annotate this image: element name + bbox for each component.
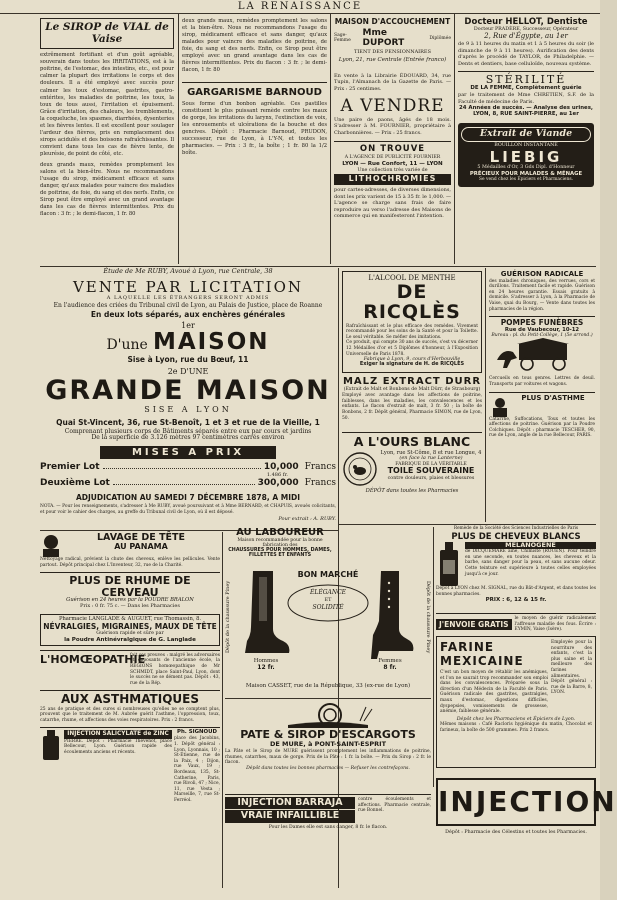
boots-illustration-panel: [225, 553, 431, 681]
cheveux-top: Remède de la Société des Sciences Industrielles de Paris: [453, 526, 579, 531]
farine-body-2: Employée pour la nourriture des enfants, c'est la plus saine et la meilleure des farines alimentaires. Dépôt général : rue de la Barre, 8, LYON.: [551, 640, 592, 696]
toile-depot: DÉPÔT dans toutes les Pharmacies: [365, 487, 459, 494]
mure-depot: Dépôt dans toutes les bonnes pharmacies — Refuser les contrefaçons.: [246, 766, 410, 772]
escargots-title: PATE & SIROP D'ESCARGOTS: [240, 728, 416, 741]
liebig-precious: PRÉCIEUX POUR MALADES & MÉNAGE: [469, 170, 583, 177]
signoud-body: place des Jacobins, 1. Dépôt général : Lyon, Lyonnais, 10 ; St-Étienne, rue de la Paix, 4 ; Dijon, rue Vaux, 19 ; Bordeaux, 135, St-Catherine, Paris, rue Rivoli, 47 ; Nice, 11, rue Vesta ; Marseille, 7, rue St-Ferréol.: [174, 736, 220, 803]
ours-blanc-ad: [342, 432, 482, 522]
poudre-line: la Poudre Antinévralgique de G. Langlade: [64, 636, 196, 643]
envoie-body: le moyen de guérir radicalement l'affreuse maladie des fous. Écrire : EYMIN, Vaise (Isère).: [514, 616, 596, 633]
nevralgies-title: NÉVRALGIES, MIGRAINES, MAUX DE TÊTE: [43, 622, 217, 632]
lot-1-label: Premier Lot: [40, 462, 100, 473]
accouchement-line-2: Lyon, 21, rue Centrale (Entrée franco): [338, 56, 447, 63]
accouchement-line-1: TIENT DES PENSIONNAIRES: [354, 49, 431, 56]
barraja-ad: [225, 794, 431, 842]
barraja-side: contre écoulements et affections. Pharmacie centrale, rue Bonnel.: [358, 797, 431, 814]
liebig-medals: 5 Médailles d'Or, 3 Gds Dipl. d'Honneur: [477, 165, 575, 171]
melanogene-bottle-icon: [436, 542, 462, 586]
escargots-ad: [225, 701, 431, 791]
liebig-subtitle: BOUILLON INSTANTANÉ: [494, 142, 558, 148]
laboureur-list: CHAUSSURES POUR HOMMES, DAMES, FILLETTES ET ENFANTS: [228, 548, 332, 559]
lot-1-number: 1er: [181, 320, 195, 330]
ours-fabrique: FABRIQUE DE LA VÉRITABLE: [395, 461, 467, 467]
column-rule: [485, 268, 486, 522]
liebig-logo: LIEBIG: [489, 147, 563, 166]
rhume-sub: Guérison en 24 heures par la POUDRE BRALON: [66, 597, 194, 604]
lot-2-currency: Francs: [304, 478, 336, 489]
column-rule: [330, 14, 331, 264]
accouchement-right: Diplômée: [429, 35, 451, 41]
pompes-sub: Rue de Vaubecour, 10-12: [504, 326, 580, 333]
melanogene-ad: [436, 527, 596, 611]
accouchement-name: Mme DUPORT: [362, 28, 405, 49]
injection-salicylate-body: PIERRE. Dépôt : Pharmacie Thévenot, place Bellecour, Lyon. Guérison rapide des écoulements anciens et récents.: [64, 738, 172, 755]
column-rule: [433, 527, 434, 787]
section-rule: [338, 524, 596, 525]
sise-label: SISE A LYON: [144, 404, 232, 414]
farine-title: FARINE MEXICAINE: [440, 640, 524, 668]
accouchement-left: Sage-Femme: [334, 33, 351, 44]
homeo-title: L'HOMŒOPATHIE: [40, 652, 146, 666]
grande-maison-address: Quai St-Vincent, 36, rue St-Benoît, 1 et 3 et rue de la Vieille, 1: [56, 417, 320, 427]
mure-line: DE MURE, à PONT-SAINT-ESPRIT: [269, 740, 387, 749]
etude-line: Étude de Me RUBY, Avoué à Lyon, rue Centrale, 38: [103, 267, 273, 275]
lot-2-label: Deuxième Lot: [40, 478, 110, 489]
melanogene-body: de DICQUEMARE aîné, Chimiste (ROUEN). Pour teindre en une seconde, en toutes nuances, les cheveux et la barbe, sans danger pour la peau, et sans aucune odeur. Cette teinture est supérieure à toutes celles employées jusqu'à ce jour.: [465, 549, 596, 577]
hellot-title: Docteur HELLOT, Dentiste: [464, 17, 588, 27]
sterilite-body: par le traitement de Mme CHRETIEN, S.F. de la Faculté de médecine de Paris.: [458, 92, 594, 105]
hellot-line-1: Docteur PRADÈRE, Successeur, Opérateur: [473, 27, 579, 33]
column-two-body: deux grands maux, remèdes promptement les salons et la bien-être. Nous ne recommandons l'usage du sirop, médicament efficace et sans danger, qu'aux malades pour vaincre des maladies de poitrine, de foie, du sang et des nerfs. Enfin, ce Sirop peut être employé avec un grand avantage dans les cas de fièvres intermittentes. Prix du flacon : 3 fr. ; le demi-flacon, 1 fr. 80: [182, 18, 327, 73]
mises-a-prix-banner: MISES A PRIX: [100, 446, 276, 459]
toile-title: TOILE SOUVERAINE: [387, 466, 475, 476]
malz-ad: [342, 376, 482, 430]
column-two: [182, 18, 327, 264]
maison-label: MAISON: [152, 328, 270, 355]
injection-bottle-icon: [40, 730, 62, 760]
rhume-prix: Prix : 0 fr. 75 c. — Dans les Pharmacies: [80, 603, 180, 609]
injection-ad: [436, 772, 617, 888]
barraja-infaillible: VRAIE INFAILLIBLE: [225, 810, 355, 822]
trouve-title: ON TROUVE: [334, 141, 451, 154]
signoud-title: Ph. SIGNOUD: [177, 729, 217, 736]
pompes-body: Cercueils en tous genres. Lettres de deuil. Transports par voitures et wagons.: [489, 376, 595, 387]
laboureur-left-caption: Dépôt de la chaussure Piney: [225, 580, 231, 654]
superficie-line: De la superficie de 3.126 mètres 97 centimètres carrés environ: [91, 434, 285, 442]
gargarisme-title: GARGARISME BARNOUD: [182, 82, 327, 98]
ricqles-title: DE RICQLÈS: [363, 280, 461, 323]
laboureur-sub: Maison recommandée pour la bonne fabrication des: [237, 538, 323, 549]
asthme-title: PLUS D'ASTHME: [521, 393, 585, 402]
homeo-body: fait ses preuves : malgré les adversaires et opposants de l'ancienne école, la RÉGIONS homœopathique de Mr SCHMIDT, place Saint-Paul, Lyon, dont le succès ne se dément pas. Dépôt : 43, rue de la Rép.: [130, 652, 220, 686]
lot-1-value: 10,000: [263, 462, 299, 473]
lot-2-value: 300,000: [257, 478, 299, 489]
pour-extrait: Pour extrait : A. RUBY.: [278, 515, 336, 522]
licitation-notice: [40, 268, 336, 532]
solidite-label: SOLIDITÉ: [312, 604, 344, 611]
panama-title: AU PANAMA: [114, 542, 168, 552]
sterilite-title: STÉRILITÉ: [458, 71, 594, 86]
ours-address: Lyon, rue St-Côme, 8 et rue Longue, 4: [380, 449, 482, 456]
masthead: LA RENAISSANCE: [0, 0, 600, 14]
hommes-price: 12 fr.: [257, 664, 275, 671]
column-rule: [178, 14, 179, 264]
vendre-title: A VENDRE: [340, 96, 445, 117]
trouve-address: LYON — Rue Confort, 11 — LYON: [342, 160, 443, 167]
ricqles-fabrique: Fabrique à Lyon, 9, cours d'Herbouville: [363, 357, 461, 363]
leader-dots: [113, 484, 255, 485]
malz-body: Employé avec avantage dans les affections de poitrine, faiblesses, dans les maladies, les convalescences et les enfants. Le flacon d'extrait de malt, 3 fr. 50 ; la boîte de Bonbons, 2 fr. Dépôt général, Pharmacie SIMON, rue de Lyon, 50.: [342, 393, 482, 421]
femmes-price: 8 fr.: [383, 664, 397, 671]
laboureur-title: AU LABOUREUR: [236, 527, 324, 538]
accouchement-title: MAISON D'ACCOUCHEMENT: [334, 17, 451, 26]
asthma-portrait-icon: [489, 395, 511, 417]
ours-paren: (en face la rue Lanterne): [399, 455, 463, 462]
grande-maison-label: GRANDE MAISON: [45, 374, 331, 406]
mure-body: La Pâte et le Sirop de MURE guérissent promptement les inflammations de poitrine, rhumes, catarrhes, maux de gorge. Prix de la Pâte : 1 fr. la boîte. — Prix du Sirop : 2 fr. le flacon.: [225, 749, 431, 766]
liebig-extrait-title: Extrait de Viande: [461, 127, 591, 141]
bon-marche-label: BON MARCHÉ: [297, 570, 359, 579]
melanogene-title: MÉLANOGÈNE: [465, 542, 596, 549]
barraja-bottom: Pour les Dames elle est sans danger, 8 fr. le flacon.: [268, 824, 388, 830]
nevralgies-sub: Guérison rapide et sûre par: [96, 631, 164, 637]
snail-icon: [268, 701, 388, 729]
liebig-ad: [458, 123, 594, 187]
ours-blanc-seal-icon: [342, 451, 378, 487]
hellot-body: de 9 à 11 heures du matin et 1 à 5 heures du soir (le dimanche de 9 à 11 heures). Aurification des dents d'après le procédé de TAYLOR, de Philadelphie. — Dents et dentiers, base celluloïde, nouveau système.: [458, 41, 594, 67]
lot-2-price-row: [40, 478, 336, 488]
sterilite-address: LYON, 8, RUE SAINT-PIERRE, au 1er: [473, 111, 579, 118]
hellot-line-2: 2, Rue d'Égypte, au 1er: [484, 31, 568, 40]
envoie-title: J'ENVOIE GRATIS: [436, 619, 512, 630]
ricqles-awards: Ce produit, qui compte 30 ans de succès, s'est vu décerner 12 Médailles d'or et 5 Diplômes d'honneur, à l'Exposition Universelle de Paris 1878.: [346, 340, 478, 357]
column-rule: [454, 14, 455, 264]
guerison-title: GUÉRISON RADICALE: [500, 270, 584, 278]
envoie-gratis-ad: [436, 613, 596, 633]
lavage-title: LAVAGE DE TÊTE: [96, 532, 186, 543]
sirop-body: extrêmement fortifiant et d'un goût agréable, souverain dans toutes les IRRITATIONS, est à la poitrine, de l'estomac, des intestins, etc., est pour calmer la plupart des irritations le corps et des douleurs. Il a été employé avec succès pour calmer les toux d'estomac, gastrites, gastro-entérites, les maladies de poitrine, les toux, la toux de tous aussi, l'irritation et épuisement. Grâce d'irritation, des chaleurs, les tremblements, la coqueluche, les spasmes, diarrhées, dysenteries et les fièvres lentes. Il est excellent pour soulager l'ardeur des fièvres, pris en remplacement des sirops acidulés et des boissons rafraîchissantes. Il convient dans tous les cas de fièvre lente, de pleurésie, de point de côté, etc.: [40, 52, 174, 158]
vendre-body: Une paire de paons, âgés de 18 mois. S'adresser à M. FOURNIER, propriétaire à Charbonnières. — Prix : 25 francs.: [334, 116, 451, 136]
cheveux-title: PLUS DE CHEVEUX BLANCS: [451, 531, 581, 542]
column-three: [334, 18, 451, 264]
column-four-top: [458, 18, 594, 268]
lot-1-price-row: [40, 462, 336, 472]
adjudication-line: ADJUDICATION AU SAMEDI 7 DÉCEMBRE 1878, A MIDI: [75, 493, 301, 503]
pompes-bureau: Bureau : pl. du Petit-Collège, 1 (5e arrond.): [491, 333, 593, 339]
asthma-body: 25 ans de pratique et des cures si nombreuses qu'elles ne se comptent plus, prouvent que le traitement de M. Aubrée guérit l'asthme, l'oppression, toux, catarrhe, rhume, et affections des voies respiratoires. Prix : 2 francs.: [40, 706, 220, 723]
sirop-title: Le SIROP de VIAL de Vaise: [40, 18, 174, 49]
toile-body: contre douleurs, plaies et blessures: [387, 475, 475, 481]
farine-depot: Dépôt chez les Pharmaciens et Épiciers de Lyon.: [456, 716, 576, 722]
elegance-label: ÉLÉGANCE: [309, 589, 347, 596]
malz-sub: (Extrait de Malt et Bonbons de Malt Dürr, de Strasbourg): [343, 387, 481, 392]
laboureur-address-line: [225, 683, 431, 697]
man-boot-icon: [239, 571, 291, 661]
lot-1-currency: Francs: [304, 462, 336, 473]
asthma-title: AUX ASTHMATIQUES: [40, 690, 220, 706]
lithochromies-banner: LITHOCHROMIES: [334, 174, 451, 185]
injection-depot: Dépôt : Pharmacie des Célestins et toutes les Pharmacies.: [445, 830, 587, 835]
malz-title: MALZ EXTRACT DURR: [342, 376, 482, 387]
melanogene-depot: Dépôt à LYON chez M. SIGNAL, rue du Bât-d'Argent, et dans toutes les bonnes pharmacies.: [436, 586, 596, 597]
liebig-sold: Se vend chez les Épiciers et Pharmaciens.: [479, 177, 573, 183]
licitation-line-1: En l'audience des criées du Tribunal civil de Lyon, au Palais de Justice, place de Roanne: [53, 302, 323, 310]
lower-left-column: [40, 533, 220, 891]
injection-salicylate-title: INJECTION SALICYLATE de ZINC: [64, 730, 172, 738]
woman-boot-icon: [365, 571, 417, 661]
trouve-line: Une collection très variée de: [357, 168, 428, 174]
rhume-title: PLUS DE RHUME DE CERVEAU: [40, 572, 220, 598]
almanach-notice: En vente à la Librairie ÉDOUARD, 34, rue Tupin, l'Almanach de la Gazette de Paris. — Prix : 25 centimes.: [334, 72, 451, 92]
farine-mexicaine-ad: [436, 636, 596, 768]
farine-vente: Mêmes maisons : Café Racloris hygiénique du matin, Chocolat et farineux, la boîte de 500 grammes. Prix 2 francs.: [440, 722, 592, 733]
lavage-body: Nettoyage radical, prévient la chute des cheveux, enlève les pellicules. Vente partout. Dépôt principal chez L'Inventeur, 32, rue de la Charité.: [40, 557, 220, 568]
lot-1-extra: 1.486 fr.: [266, 472, 288, 479]
section-rule: [225, 698, 431, 699]
head-portrait-icon: [40, 533, 62, 557]
comprenant-line: Comprenant plusieurs corps de Bâtiments séparés entre eux par cours et jardins: [64, 427, 312, 435]
gargarisme-body: Sous forme d'un bonbon agréable. Ces pastilles constituent le plus puissant remède contre les maux de gorge, les irritations du larynx, l'extinction de voix, les enrouements et ulcérations de la bouche et des gencives. Dépôt : Pharmacie Barnoud, PRUDON, successeur, rue de Lyon, à L'Y-N, et toutes les pharmacies. — Prix : 3 fr., la boîte ; 1 fr. 80 la 1/2 boîte.: [182, 101, 327, 156]
ricqles-top: L'ALCOOL DE MENTHE: [368, 274, 456, 282]
sterilite-years: 24 Années de succès. — Analyse des urines,: [459, 105, 593, 112]
ricqles-exiger: Exiger la signature de H. de RICQLÈS: [359, 361, 465, 368]
guerison-body: des maladies chroniques, des verrues, cors et durillons. Traitement facile et rapide. Guérison en 24 heures garantie. Essais gratuits à domicile. S'adresser à Lyon, à la Pharmacie de Vaise, quai du Bourg, — Vente dans toutes les pharmacies de la région.: [489, 278, 595, 312]
et-label: ET: [324, 597, 332, 603]
ours-title: A L'OURS BLANC: [353, 434, 471, 449]
leader-dots: [103, 468, 261, 469]
injection-title: INJECTION: [436, 778, 596, 826]
hearse-icon: [489, 338, 595, 372]
column-rule: [222, 532, 223, 888]
trouve-sub: A L'AGENCE DE PUBLICITÉ FOURNIER: [344, 154, 441, 160]
maison-address: Sise à Lyon, rue du Bœuf, 11: [127, 354, 249, 364]
right-column: [489, 271, 595, 521]
sirop-body-2: deux grands maux, remèdes promptement les salons et la bien-être. Nous ne recommandons l'usage du sirop, médicament efficace et sans danger, qu'aux malades pour vaincre des maladies de poitrine, de foie, du sang et des nerfs. Enfin, ce Sirop peut être employé avec un grand avantage dans les cas de fièvres intermittentes. Prix du flacon : 3 fr. ; le demi-flacon, 1 fr. 80: [40, 161, 174, 218]
melanogene-price: PRIX : 6, 12 & 15 fr.: [485, 597, 547, 604]
langlade-ad: [40, 614, 220, 646]
langlade-line: Pharmacie LANGLADE & AUGUET, rue Thomassin, 8.: [58, 615, 202, 622]
ricqles-ad: [342, 271, 482, 373]
pompes-title: POMPES FUNÈBRES: [489, 316, 595, 327]
ricqles-body: Rafraîchissant et le plus efficace des remèdes. Vivement recommandé pour les soins de la Santé et pour la Toilette. Le seul véritable. Se méfier des imitations.: [346, 323, 478, 340]
sirop-vial-ad: [40, 18, 174, 264]
laboureur-right-caption: Dépôt de la chaussure Piney: [425, 580, 431, 654]
lot-2-number: 2e D'UNE: [167, 367, 209, 377]
femmes-label: Femmes: [378, 658, 402, 664]
barraja-title: INJECTION BARRAJA: [225, 797, 355, 809]
nota-text: NOTA. — Pour les renseignements, s'adresser à Me RUBY, avoué poursuivant et à Mme BERNARD, et CHAPUIS, avoués colicitants, et pour voir le cahier des charges, au greffe du Tribunal civil de Lyon, où il est déposé.: [40, 504, 336, 515]
licitation-line-2: En deux lots séparés, aux enchères générales: [90, 309, 286, 319]
farine-body: C'est un bon moyen de rétablir les anémiques, et l'on ne saurait trop recommander son emploi dans les convalescences. Préparée sous la direction d'un Médecin de la Faculté de Paris. Guérison radicale des gastrites, gastralgies, maux d'estomac, digestions difficiles, dyspepsies, vomissements de grossesse, anémie, faiblesse générale.: [440, 670, 548, 715]
dune-label: D'une: [106, 336, 148, 353]
laboureur-address: Maison CASSET, rue de la République, 33 (ex-rue de Lyon): [245, 683, 411, 689]
asthme-body: Catarrhe, Suffocations, Toux et toutes les affections de poitrine. Guérison par la Poudre Colchiques. Dépôt : pharmacie TESCHER, 90, rue de Lyon, angle de la rue Bellecour, PARIS.: [489, 416, 595, 439]
licitation-sub: A LAQUELLE LES ÉTRANGERS SERONT ADMIS: [106, 294, 270, 301]
sterilite-sub: DE LA FEMME, Complètement guérie: [470, 85, 582, 92]
licitation-title: VENTE PAR LICITATION: [72, 278, 304, 297]
hommes-label: Hommes: [253, 658, 279, 664]
lithochromies-body: pour cartes-adresses, de diverses dimensions, dont les prix varient de 15 à 35 fr. le 1,000. — L'agence se charge sans frais de faire reproduire au verso l'adresse des Maisons de commerce qui en manifesteront l'intention.: [334, 187, 451, 220]
